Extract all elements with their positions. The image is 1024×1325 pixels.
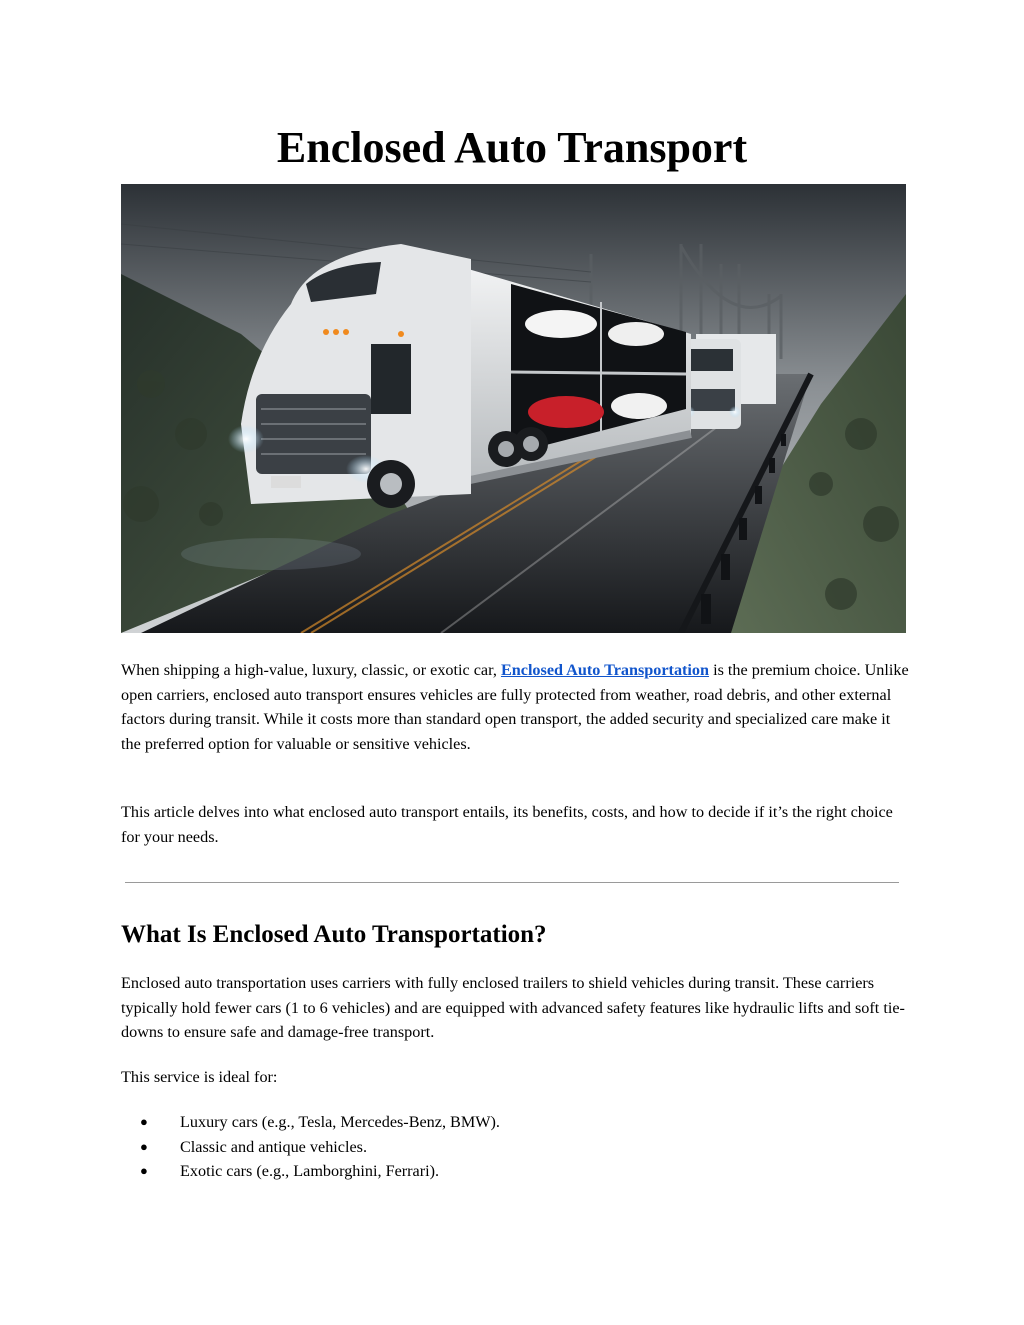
page-title: Enclosed Auto Transport [276, 123, 748, 172]
intro-text-before-link: When shipping a high-value, luxury, classic, or exotic car, [121, 661, 501, 679]
list-item-text: Classic and antique vehicles. [180, 1137, 368, 1156]
list-item-text: Exotic cars (e.g., Lamborghini, Ferrari). [180, 1162, 440, 1181]
ideal-for-list [121, 1110, 500, 1184]
list-item [121, 1159, 500, 1184]
section-body-paragraph: Enclosed auto transportation uses carriers with fully enclosed trailers to shield vehicles during transit. These carriers typically hold fewer cars (1 to 6 vehicles) and are equipped with advanced safety features like hydraulic lifts and soft tie-downs to ensure safe and damage-free transport. [121, 974, 905, 1042]
list-item [121, 1135, 500, 1160]
truck-image [121, 184, 906, 633]
bullet-icon: ● [140, 1138, 148, 1154]
intro-paragraph-2: This article delves into what enclosed auto transport entails, its benefits, costs, and how to decide if it’s the right choice for your needs. [121, 803, 893, 846]
enclosed-auto-transportation-link[interactable]: Enclosed Auto Transportation [500, 661, 710, 679]
ideal-for-intro: This service is ideal for: [121, 1068, 278, 1086]
intro-text-after-link: is the premium choice. Unlike open carriers, enclosed auto transport ensures vehicles are fully protected from weather, road debris, and other external factors during transit. While it costs more than standard open transport, the added security and specialized care make it the preferred option for valuable or sensitive vehicles. [121, 661, 909, 753]
list-item-text: Luxury cars (e.g., Tesla, Mercedes-Benz, BMW). [180, 1113, 500, 1131]
bullet-icon: ● [140, 1114, 148, 1129]
section-heading: What Is Enclosed Auto Transportation? [121, 921, 547, 948]
intro-paragraph [121, 658, 911, 756]
list-item [121, 1110, 500, 1135]
horizontal-divider [125, 882, 899, 883]
bullet-icon: ● [140, 1163, 148, 1179]
hero-image [121, 184, 906, 633]
